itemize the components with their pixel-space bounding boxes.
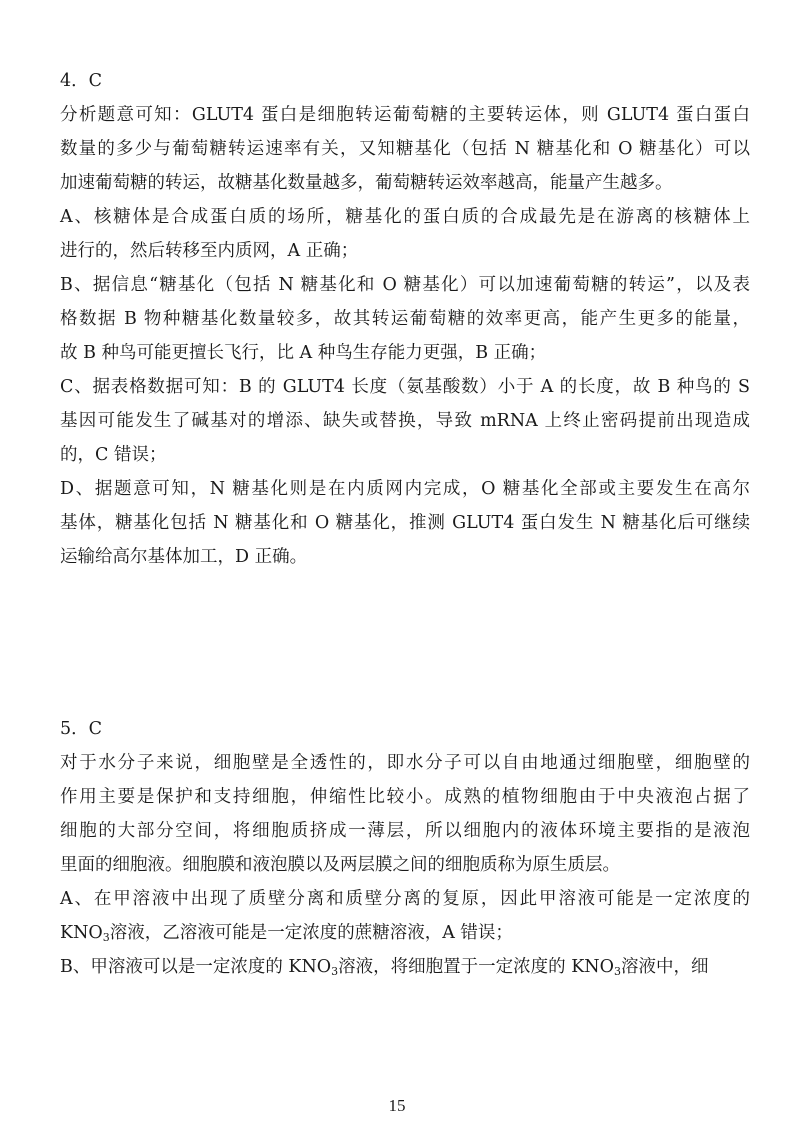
q5-line-7-p1: B、甲溶液可以是一定浓度的 KNO	[60, 957, 332, 977]
question-5	[60, 712, 750, 984]
q5-line-4: 里面的细胞液。细胞膜和液泡膜以及两层膜之间的细胞质称为原生质层。	[60, 855, 620, 875]
q5-line-6-sub: 3	[102, 931, 110, 944]
q4-line-7: 格数据 B 物种糖基化数量较多，故其转运葡萄糖的效率更高，能产生更多的能量，	[60, 309, 750, 329]
page-number: 15	[388, 1096, 406, 1115]
q4-line-11: 的，C 错误；	[60, 445, 167, 465]
q5-line-6-pre: KNO	[60, 923, 103, 943]
q5-line-7-p2: 溶液，将细胞置于一定浓度的 KNO	[338, 957, 614, 977]
q5-line-1: 对于水分子来说，细胞壁是全透性的，即水分子可以自由地通过细胞壁，细胞壁的	[60, 753, 750, 773]
question-4-header: 4．C	[60, 71, 103, 91]
q4-line-3: 加速葡萄糖的转运，故糖基化数量越多，葡萄糖转运效率越高，能量产生越多。	[60, 173, 673, 193]
q5-line-7-s1: 3	[331, 965, 339, 978]
q4-line-14: 运输给高尔基体加工，D 正确。	[60, 547, 308, 567]
question-4	[60, 64, 750, 574]
q4-line-5: 进行的，然后转移至内质网，A 正确；	[60, 241, 359, 261]
q4-line-6: B、据信息“糖基化（包括 N 糖基化和 O 糖基化）可以加速葡萄糖的转运”，以及表	[60, 275, 750, 295]
q5-line-7-s2: 3	[613, 965, 621, 978]
q4-line-12: D、据题意可知，N 糖基化则是在内质网内完成，O 糖基化全部或主要发生在高尔	[60, 479, 750, 499]
q4-line-1: 分析题意可知：GLUT4 蛋白是细胞转运葡萄糖的主要转运体，则 GLUT4 蛋白蛋白	[60, 105, 750, 125]
q4-line-8: 故 B 种鸟可能更擅长飞行，比 A 种鸟生存能力更强，B 正确；	[60, 343, 547, 363]
q5-line-5: A、在甲溶液中出现了质壁分离和质壁分离的复原，因此甲溶液可能是一定浓度的	[60, 889, 750, 909]
q5-line-7	[60, 950, 750, 984]
question-5-header: 5．C	[60, 719, 103, 739]
q4-line-9: C、据表格数据可知：B 的 GLUT4 长度（氨基酸数）小于 A 的长度，故 B 种鸟的 S	[60, 377, 750, 397]
q4-line-13: 基体，糖基化包括 N 糖基化和 O 糖基化，推测 GLUT4 蛋白发生 N 糖基化后可继续	[60, 513, 750, 533]
q5-line-7-p3: 溶液中，细	[620, 957, 709, 977]
q5-line-6-post: 溶液，乙溶液可能是一定浓度的蔗糖溶液，A 错误；	[109, 923, 513, 943]
q5-line-3: 细胞的大部分空间，将细胞质挤成一薄层，所以细胞内的液体环境主要指的是液泡	[60, 821, 750, 841]
q5-line-6	[60, 916, 750, 950]
q4-line-2: 数量的多少与葡萄糖转运速率有关，又知糖基化（包括 N 糖基化和 O 糖基化）可以	[60, 139, 750, 159]
q5-line-2: 作用主要是保护和支持细胞，伸缩性比较小。成熟的植物细胞由于中央液泡占据了	[60, 787, 750, 807]
q4-line-4: A、核糖体是合成蛋白质的场所，糖基化的蛋白质的合成最先是在游离的核糖体上	[60, 207, 750, 227]
q4-line-10: 基因可能发生了碱基对的增添、缺失或替换，导致 mRNA 上终止密码提前出现造成	[60, 411, 750, 431]
